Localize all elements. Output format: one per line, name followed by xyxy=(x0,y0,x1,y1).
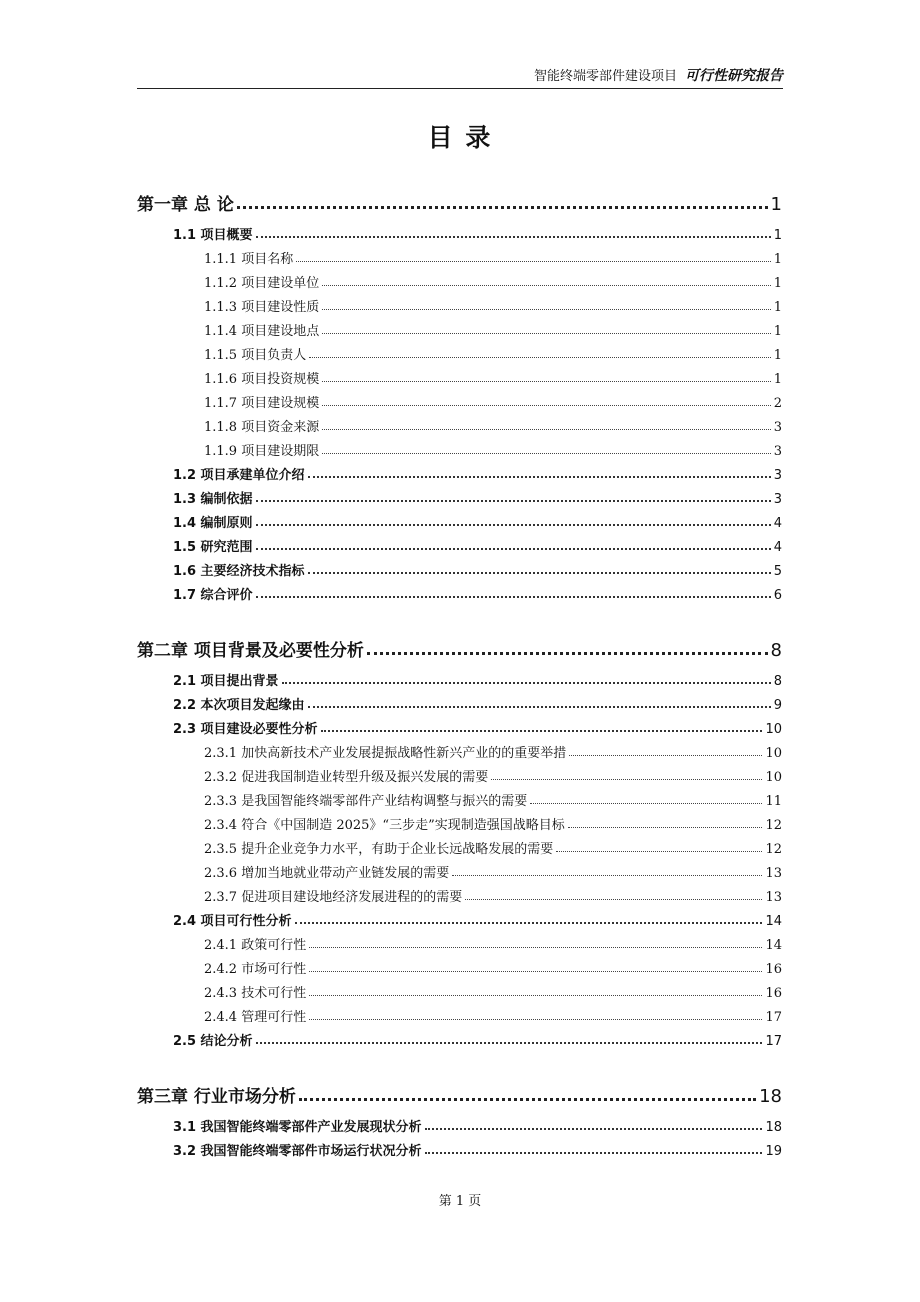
toc-entry-label: 2.1 项目提出背景 xyxy=(173,674,279,689)
toc-entry-label: 1.1.9 项目建设期限 xyxy=(204,444,320,459)
toc-leader-dots xyxy=(309,357,771,358)
toc-leader-dots xyxy=(296,261,771,262)
toc-entry[interactable] xyxy=(137,1082,782,1107)
toc-title: 目 录 xyxy=(427,123,493,152)
toc-entry-page: 19 xyxy=(765,1144,782,1159)
toc-entry-page: 16 xyxy=(765,986,782,1001)
toc-entry[interactable] xyxy=(137,344,782,363)
toc-entry-page: 3 xyxy=(773,492,782,507)
toc-entry[interactable] xyxy=(137,886,782,905)
toc-leader-dots xyxy=(308,706,771,708)
toc-entry-label: 第二章 项目背景及必要性分析 xyxy=(137,641,364,661)
toc-leader-dots xyxy=(282,682,771,684)
toc-entry-label: 1.1.6 项目投资规模 xyxy=(204,372,320,387)
toc-entry-label: 1.5 研究范围 xyxy=(173,540,253,555)
toc-entry[interactable] xyxy=(137,1006,782,1025)
toc-leader-dots xyxy=(309,947,762,948)
toc-entry[interactable] xyxy=(137,982,782,1001)
toc-leader-dots xyxy=(322,333,771,334)
toc-entry[interactable] xyxy=(137,512,782,531)
toc-leader-dots xyxy=(322,381,771,382)
toc-leader-dots xyxy=(569,755,762,756)
toc-entry-page: 4 xyxy=(773,516,782,531)
toc-entry[interactable] xyxy=(137,560,782,579)
toc-leader-dots xyxy=(367,652,768,655)
toc-entry-page: 18 xyxy=(765,1120,782,1135)
toc-entry-page: 1 xyxy=(773,300,782,315)
toc-entry[interactable] xyxy=(137,584,782,603)
toc-entry-page: 10 xyxy=(765,722,782,737)
toc-entry-label: 1.4 编制原则 xyxy=(173,516,253,531)
toc-leader-dots xyxy=(491,779,762,780)
toc-entry-label: 2.2 本次项目发起缘由 xyxy=(173,698,305,713)
toc-entry[interactable] xyxy=(137,958,782,977)
toc-entry[interactable] xyxy=(137,670,782,689)
toc-entry-label: 2.4.4 管理可行性 xyxy=(204,1010,307,1025)
toc-entry-page: 6 xyxy=(773,588,782,603)
toc-entry-page: 1 xyxy=(773,252,782,267)
toc-leader-dots xyxy=(322,285,771,286)
toc-entry-page: 10 xyxy=(765,746,782,761)
toc-entry[interactable] xyxy=(137,416,782,435)
header-report-type: 可行性研究报告 xyxy=(685,68,783,84)
toc-entry[interactable] xyxy=(137,224,782,243)
toc-entry-label: 1.1.4 项目建设地点 xyxy=(204,324,320,339)
toc-entry[interactable] xyxy=(137,296,782,315)
toc-entry-page: 8 xyxy=(770,640,782,661)
toc-entry[interactable] xyxy=(137,790,782,809)
toc-entry-page: 14 xyxy=(765,938,782,953)
toc-entry-page: 1 xyxy=(770,194,782,215)
toc-entry-page: 18 xyxy=(759,1086,782,1107)
toc-leader-dots xyxy=(256,596,771,598)
toc-entry-label: 2.3.2 促进我国制造业转型升级及振兴发展的需要 xyxy=(204,770,489,785)
toc-entry-page: 9 xyxy=(773,698,782,713)
toc-entry-label: 1.1.8 项目资金来源 xyxy=(204,420,320,435)
toc-leader-dots xyxy=(425,1152,763,1154)
header-project-name: 智能终端零部件建设项目 xyxy=(533,69,677,84)
toc-entry[interactable] xyxy=(137,766,782,785)
toc-entry-label: 1.1.3 项目建设性质 xyxy=(204,300,320,315)
toc-entry[interactable] xyxy=(137,440,782,459)
toc-entry-label: 1.2 项目承建单位介绍 xyxy=(173,468,305,483)
toc-entry-label: 2.3.6 增加当地就业带动产业链发展的需要 xyxy=(204,866,450,881)
toc-entry-label: 3.2 我国智能终端零部件市场运行状况分析 xyxy=(173,1144,422,1159)
toc-entry-page: 8 xyxy=(773,674,782,689)
toc-entry-page: 1 xyxy=(773,324,782,339)
toc-entry-label: 1.1.7 项目建设规模 xyxy=(204,396,320,411)
toc-entry[interactable] xyxy=(137,718,782,737)
toc-leader-dots xyxy=(556,851,762,852)
toc-entry-label: 2.4.3 技术可行性 xyxy=(204,986,307,1001)
toc-entry[interactable] xyxy=(137,742,782,761)
toc-entry-label: 第三章 行业市场分析 xyxy=(137,1087,296,1107)
toc-entry-page: 3 xyxy=(773,444,782,459)
toc-entry-page: 1 xyxy=(773,276,782,291)
toc-leader-dots xyxy=(309,1019,762,1020)
toc-leader-dots xyxy=(322,429,771,430)
toc-leader-dots xyxy=(256,500,771,502)
toc-leader-dots xyxy=(530,803,762,804)
toc-leader-dots xyxy=(465,899,762,900)
toc-entry[interactable] xyxy=(137,1030,782,1049)
toc-leader-dots xyxy=(256,236,771,238)
toc-entry[interactable] xyxy=(137,934,782,953)
toc-entry-label: 1.7 综合评价 xyxy=(173,588,253,603)
toc-entry[interactable] xyxy=(137,536,782,555)
toc-leader-dots xyxy=(425,1128,763,1130)
toc-entry-page: 13 xyxy=(765,866,782,881)
toc-entry[interactable] xyxy=(137,248,782,267)
toc-entry-label: 2.3.1 加快高新技术产业发展提振战略性新兴产业的的重要举措 xyxy=(204,746,567,761)
toc-entry[interactable] xyxy=(137,320,782,339)
toc-leader-dots xyxy=(256,548,771,550)
toc-entry-page: 3 xyxy=(773,420,782,435)
toc-leader-dots xyxy=(322,405,771,406)
toc-entry-page: 5 xyxy=(773,564,782,579)
toc-entry-label: 1.1 项目概要 xyxy=(173,228,253,243)
toc-entry-label: 2.3.7 促进项目建设地经济发展进程的的需要 xyxy=(204,890,463,905)
toc-entry[interactable] xyxy=(137,272,782,291)
toc-entry[interactable] xyxy=(137,862,782,881)
toc-entry[interactable] xyxy=(137,392,782,411)
toc-entry-page: 3 xyxy=(773,468,782,483)
page-header xyxy=(137,66,783,89)
toc-entry-page: 2 xyxy=(773,396,782,411)
toc-entry-label: 2.3.4 符合《中国制造 2025》“三步走”实现制造强国战略目标 xyxy=(204,818,565,833)
toc-entry-page: 1 xyxy=(773,228,782,243)
toc-entry-page: 10 xyxy=(765,770,782,785)
toc-entry[interactable] xyxy=(137,636,782,661)
toc-entry-label: 第一章 总 论 xyxy=(137,195,234,215)
toc-entry-label: 2.5 结论分析 xyxy=(173,1034,253,1049)
toc-entry-label: 2.3 项目建设必要性分析 xyxy=(173,722,318,737)
toc-entry-label: 1.1.2 项目建设单位 xyxy=(204,276,320,291)
toc-entry-label: 2.4.1 政策可行性 xyxy=(204,938,307,953)
toc-leader-dots xyxy=(322,453,771,454)
toc-leader-dots xyxy=(452,875,762,876)
toc-entry-label: 1.1.1 项目名称 xyxy=(204,252,294,267)
toc-entry-page: 12 xyxy=(765,818,782,833)
toc-leader-dots xyxy=(309,971,762,972)
toc-leader-dots xyxy=(568,827,763,828)
toc-entry[interactable] xyxy=(137,910,782,929)
toc-entry-page: 1 xyxy=(773,348,782,363)
toc-leader-dots xyxy=(256,1042,763,1044)
toc-entry-label: 1.3 编制依据 xyxy=(173,492,253,507)
toc-leader-dots xyxy=(321,730,763,732)
toc-entry-page: 1 xyxy=(773,372,782,387)
toc-entry[interactable] xyxy=(137,1116,782,1135)
toc-entry[interactable] xyxy=(137,464,782,483)
toc-leader-dots xyxy=(256,524,771,526)
toc-entry[interactable] xyxy=(137,814,782,833)
toc-entry-label: 2.3.3 是我国智能终端零部件产业结构调整与振兴的需要 xyxy=(204,794,528,809)
toc-entry[interactable] xyxy=(137,838,782,857)
toc-entry-page: 11 xyxy=(765,794,782,809)
toc-entry[interactable] xyxy=(137,190,782,215)
toc-leader-dots xyxy=(309,995,762,996)
toc-leader-dots xyxy=(295,922,763,924)
toc-entry-page: 4 xyxy=(773,540,782,555)
toc-entry-page: 16 xyxy=(765,962,782,977)
toc-leader-dots xyxy=(322,309,771,310)
toc-entry-page: 12 xyxy=(765,842,782,857)
toc-entry[interactable] xyxy=(137,694,782,713)
page-number: 第 1 页 xyxy=(438,1194,482,1209)
toc-entry-label: 2.4 项目可行性分析 xyxy=(173,914,292,929)
toc-entry[interactable] xyxy=(137,1140,782,1159)
toc-entry[interactable] xyxy=(137,368,782,387)
toc-leader-dots xyxy=(308,476,771,478)
toc-entry-page: 14 xyxy=(765,914,782,929)
toc-entry-page: 13 xyxy=(765,890,782,905)
toc-leader-dots xyxy=(237,206,768,209)
toc-entry-label: 1.1.5 项目负责人 xyxy=(204,348,307,363)
toc-entry-label: 3.1 我国智能终端零部件产业发展现状分析 xyxy=(173,1120,422,1135)
toc-leader-dots xyxy=(299,1098,756,1101)
toc-entry-page: 17 xyxy=(765,1010,782,1025)
toc-entry-label: 1.6 主要经济技术指标 xyxy=(173,564,305,579)
toc-entry-label: 2.3.5 提升企业竞争力水平，有助于企业长远战略发展的需要 xyxy=(204,842,554,857)
toc-entry-label: 2.4.2 市场可行性 xyxy=(204,962,307,977)
toc-entry-page: 17 xyxy=(765,1034,782,1049)
toc-leader-dots xyxy=(308,572,771,574)
toc-entry[interactable] xyxy=(137,488,782,507)
